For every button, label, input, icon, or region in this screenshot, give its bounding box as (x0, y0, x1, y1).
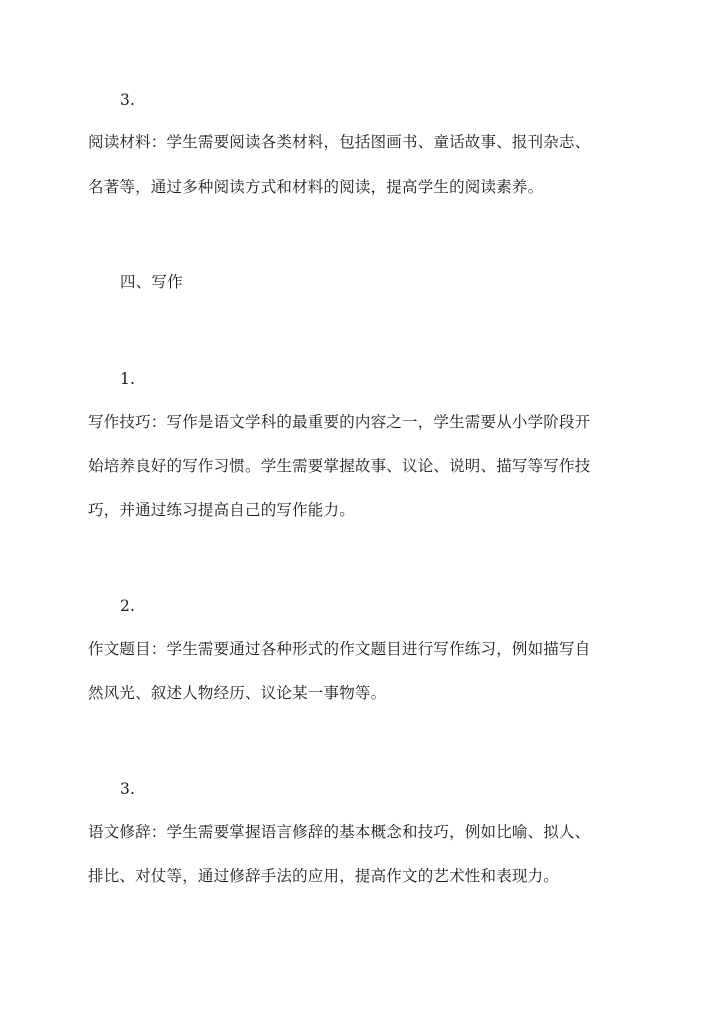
paragraph-line: 始培养良好的写作习惯。学生需要掌握故事、议论、说明、描写等写作技 (88, 457, 591, 475)
paragraph-line: 排比、对仗等，通过修辞手法的应用，提高作文的艺术性和表现力。 (88, 867, 560, 885)
paragraph-line: 巧，并通过练习提高自己的写作能力。 (88, 501, 355, 519)
item-number: 2. (120, 597, 136, 615)
paragraph-line: 然风光、叙述人物经历、议论某一事物等。 (88, 684, 387, 702)
paragraph-line: 作文题目：学生需要通过各种形式的作文题目进行写作练习，例如描写自 (88, 640, 591, 658)
item-number: 1. (120, 370, 136, 388)
paragraph-line: 名著等，通过多种阅读方式和材料的阅读，提高学生的阅读素养。 (88, 178, 544, 196)
section-heading: 四、写作 (120, 273, 183, 291)
item-number: 3. (120, 780, 136, 798)
paragraph-line: 阅读材料：学生需要阅读各类材料，包括图画书、童话故事、报刊杂志、 (88, 133, 591, 151)
paragraph-line: 写作技巧：写作是语文学科的最重要的内容之一，学生需要从小学阶段开 (88, 413, 591, 431)
item-number: 3. (120, 91, 136, 109)
paragraph-line: 语文修辞：学生需要掌握语言修辞的基本概念和技巧，例如比喻、拟人、 (88, 823, 591, 841)
